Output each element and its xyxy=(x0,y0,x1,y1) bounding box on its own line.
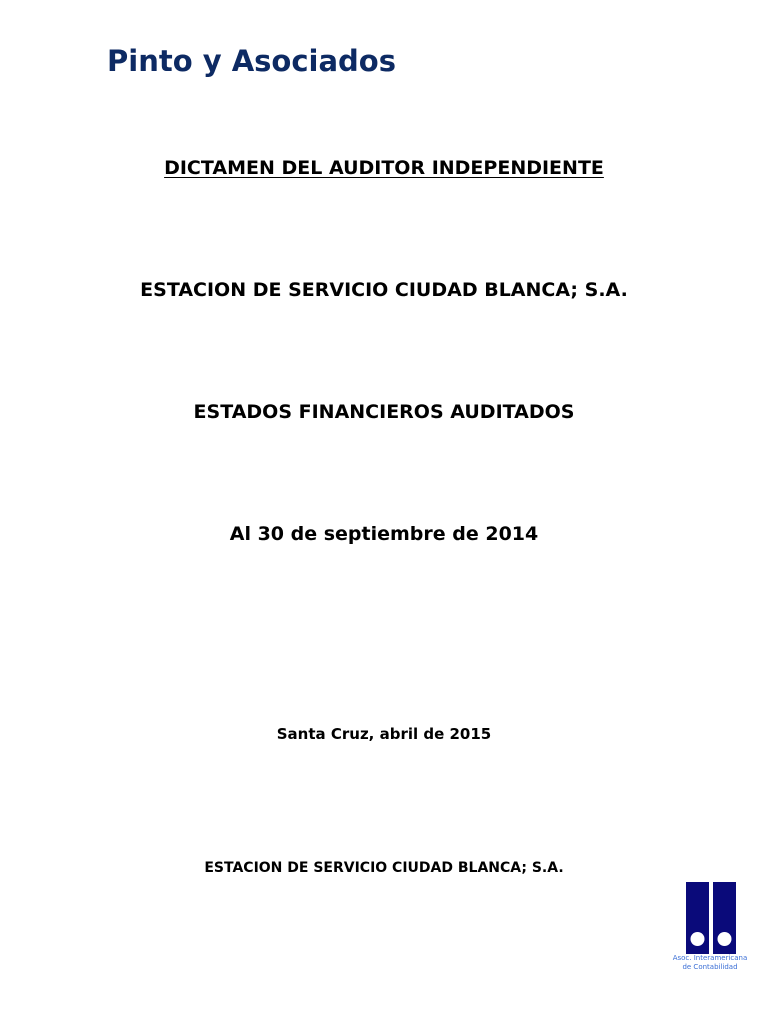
logo-caption-line-1: Asoc. Interamericana xyxy=(672,954,748,962)
logo-caption xyxy=(664,954,756,972)
statements-title: ESTADOS FINANCIEROS AUDITADOS xyxy=(193,401,575,423)
company-name: ESTACION DE SERVICIO CIUDAD BLANCA; S.A. xyxy=(140,279,628,301)
report-title: DICTAMEN DEL AUDITOR INDEPENDIENTE xyxy=(164,157,604,179)
association-logo xyxy=(664,880,756,980)
footer-company-name: ESTACION DE SERVICIO CIUDAD BLANCA; S.A. xyxy=(204,860,564,876)
firm-name: Pinto y Asociados xyxy=(107,44,396,78)
logo-caption-line-2: de Contabilidad xyxy=(682,963,738,971)
association-logo-icon xyxy=(686,882,736,954)
place-date: Santa Cruz, abril de 2015 xyxy=(276,725,492,743)
report-period: Al 30 de septiembre de 2014 xyxy=(229,523,539,545)
